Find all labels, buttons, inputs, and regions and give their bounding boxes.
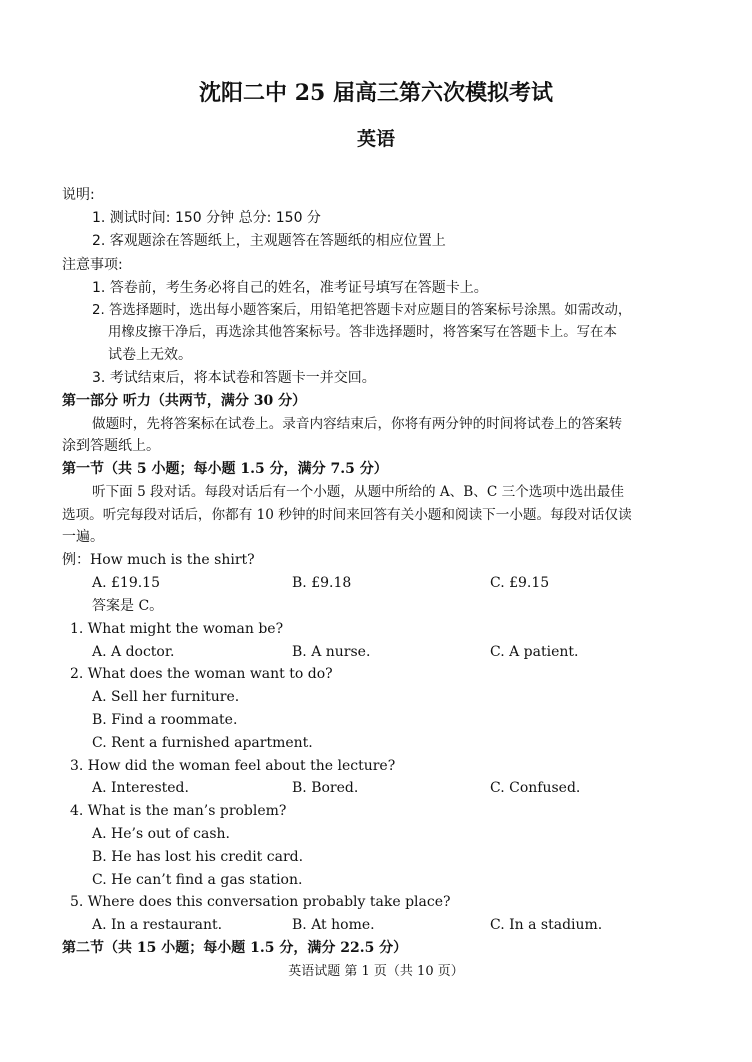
example-option-b: B. £9.18: [292, 575, 352, 591]
instruction-item: 2. 客观题涂在答题纸上，主观题答在答题纸的相应位置上: [92, 233, 446, 249]
question-option: B. He has lost his credit card.: [92, 849, 304, 865]
note-item: 2. 答选择题时，选出每小题答案后，用铅笔把答题卡对应题目的答案标号涂黑。如需改动，: [92, 303, 632, 318]
question-option: A. In a restaurant.: [92, 917, 223, 933]
question-option: A. Sell her furniture.: [92, 689, 240, 705]
question-option: C. Confused.: [490, 780, 581, 796]
question-option: C. Rent a furnished apartment.: [92, 735, 313, 751]
subject-title: 英语: [356, 128, 395, 150]
question-option: A. Interested.: [92, 780, 189, 796]
section1-desc: 一遍。: [62, 529, 104, 545]
question-option: B. At home.: [292, 917, 375, 933]
question-option: B. Bored.: [292, 780, 359, 796]
question-stem: 4. What is the man’s problem?: [70, 803, 287, 819]
section1-desc: 选项。听完每段对话后，你都有 10 秒钟的时间来回答有关小题和阅读下一小题。每段对话仅读: [62, 507, 632, 523]
exam-title: 沈阳二中 25 届高三第六次模拟考试: [199, 80, 553, 106]
example-option-c: C. £9.15: [490, 575, 550, 591]
part1-desc: 做题时，先将答案标在试卷上。录音内容结束后，你将有两分钟的时间将试卷上的答案转: [92, 416, 623, 432]
note-item: 用橡皮擦干净后，再选涂其他答案标号。答非选择题时，将答案写在答题卡上。写在本: [108, 325, 617, 340]
page-footer: 英语试题 第 1 页（共 10 页）: [288, 964, 464, 979]
instruction-item: 1. 测试时间: 150 分钟 总分: 150 分: [92, 210, 321, 226]
example-question: 例：How much is the shirt?: [62, 552, 255, 568]
example-answer: 答案是 C。: [92, 598, 164, 614]
part1-desc: 涂到答题纸上。: [62, 438, 160, 454]
instructions-heading: 说明:: [62, 187, 95, 203]
section1-heading: 第一节（共 5 小题；每小题 1.5 分，满分 7.5 分）: [62, 461, 388, 477]
part1-heading: 第一部分 听力（共两节，满分 30 分）: [62, 393, 307, 409]
question-option: A. He’s out of cash.: [92, 826, 231, 842]
question-stem: 3. How did the woman feel about the lecture?: [70, 758, 396, 774]
question-stem: 1. What might the woman be?: [70, 621, 284, 637]
question-option: B. Find a roommate.: [92, 712, 238, 728]
section1-desc: 听下面 5 段对话。每段对话后有一个小题，从题中所给的 A、B、C 三个选项中选出最佳: [92, 484, 624, 500]
notes-heading: 注意事项:: [62, 257, 123, 273]
section2-heading: 第二节（共 15 小题；每小题 1.5 分，满分 22.5 分）: [62, 940, 408, 956]
note-item: 1. 答卷前，考生务必将自己的姓名，准考证号填写在答题卡上。: [92, 280, 488, 296]
question-stem: 2. What does the woman want to do?: [70, 666, 333, 682]
example-option-a: A. £19.15: [92, 575, 160, 591]
question-option: A. A doctor.: [92, 644, 175, 660]
question-option: C. A patient.: [490, 644, 579, 660]
question-option: C. In a stadium.: [490, 917, 603, 933]
question-option: C. He can’t find a gas station.: [92, 872, 303, 888]
question-option: B. A nurse.: [292, 644, 371, 660]
note-item: 试卷上无效。: [108, 347, 192, 363]
question-stem: 5. Where does this conversation probably take place?: [70, 894, 451, 910]
note-item: 3. 考试结束后，将本试卷和答题卡一并交回。: [92, 370, 376, 386]
